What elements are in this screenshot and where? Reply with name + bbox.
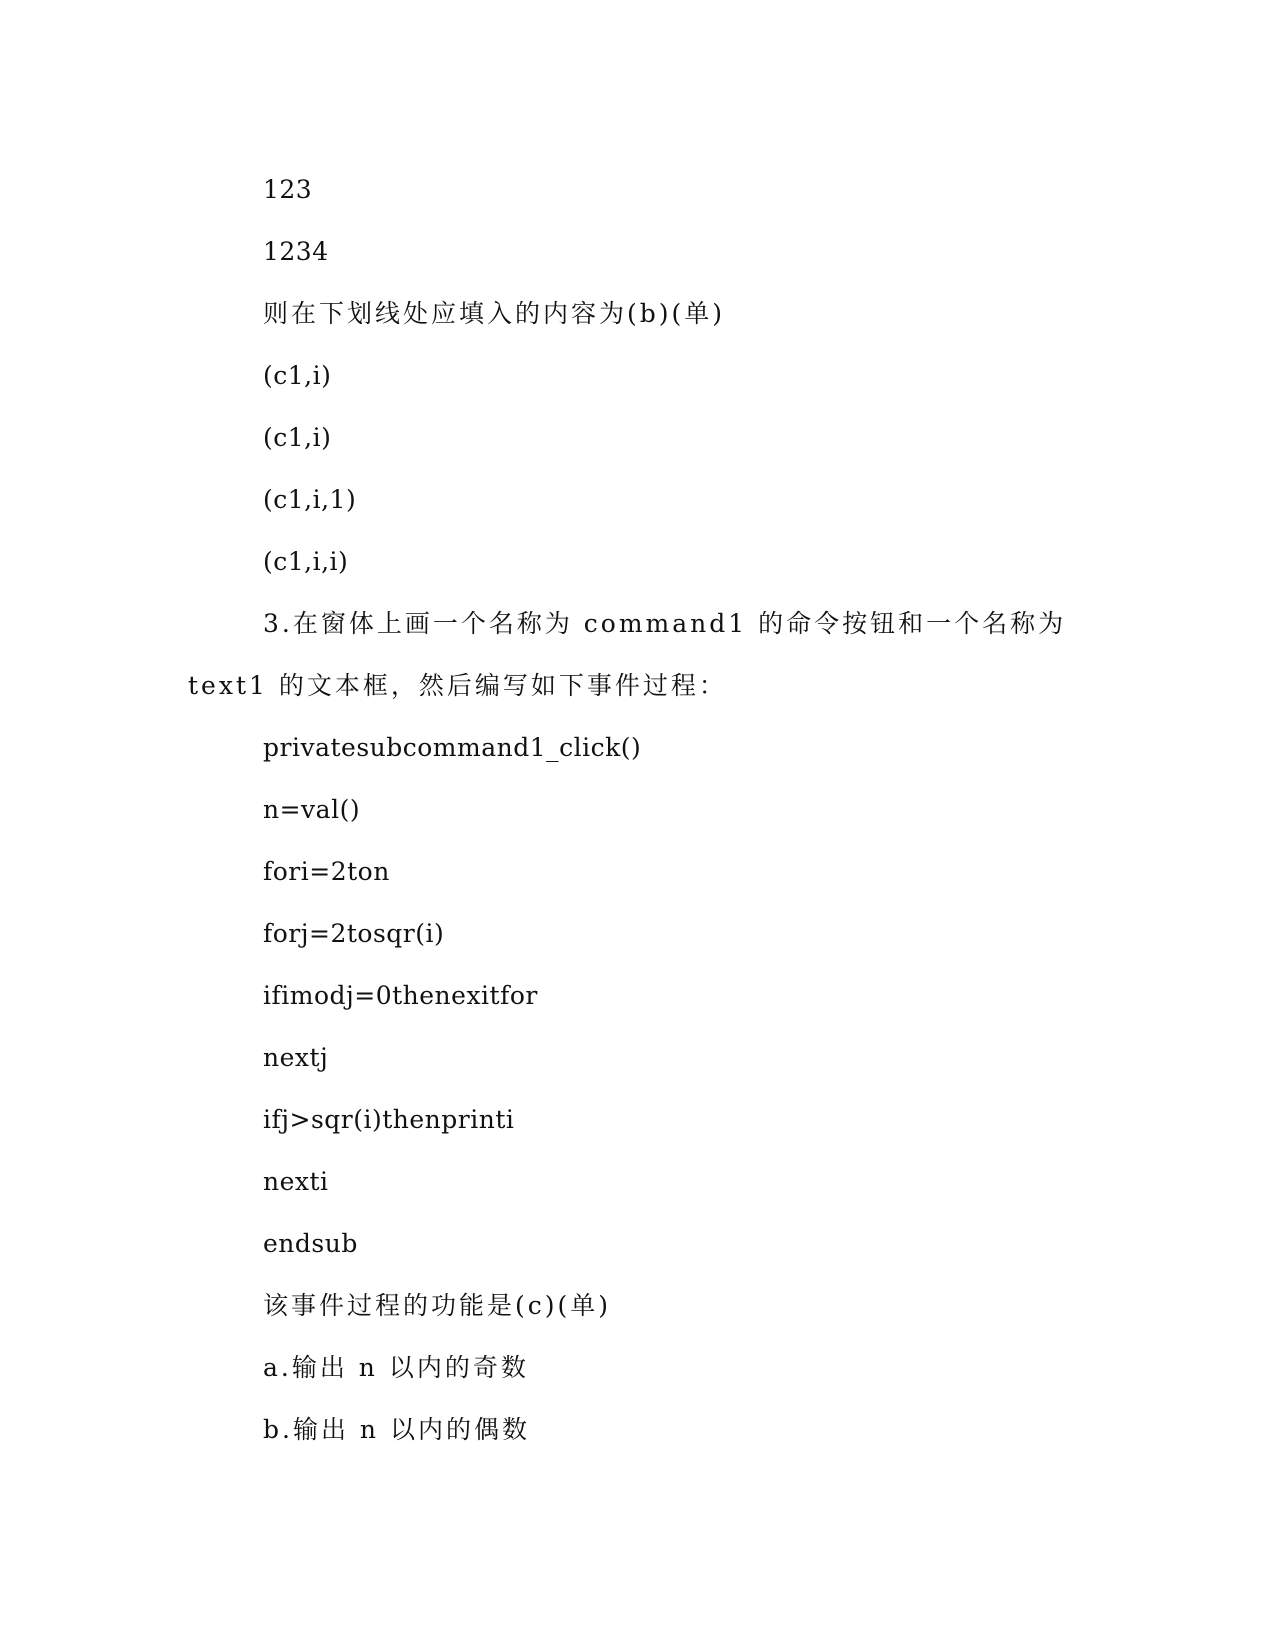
code-line-1: privatesubcommand1_click() <box>263 733 642 762</box>
question-prompt-b: 则在下划线处应填入的内容为(b)(单) <box>263 299 726 328</box>
code-line-2: n=val() <box>263 795 361 824</box>
code-line-8: nexti <box>263 1167 329 1196</box>
code-line-7: ifj>sqr(i)thenprinti <box>263 1105 515 1134</box>
option-line-4: (c1,i,i) <box>263 547 349 576</box>
answer-option-b: b.输出 n 以内的偶数 <box>263 1415 530 1444</box>
question-3-line-1: 3.在窗体上画一个名称为 command1 的命令按钮和一个名称为 <box>263 609 1067 638</box>
text-line-2: 1234 <box>263 237 329 266</box>
question-3-line-2: text1 的文本框，然后编写如下事件过程： <box>188 671 727 700</box>
option-line-3: (c1,i,1) <box>263 485 357 514</box>
option-line-2: (c1,i) <box>263 423 332 452</box>
code-line-4: forj=2tosqr(i) <box>263 919 445 948</box>
answer-option-a: a.输出 n 以内的奇数 <box>263 1353 529 1382</box>
code-line-3: fori=2ton <box>263 857 390 886</box>
code-line-9: endsub <box>263 1229 358 1258</box>
code-line-6: nextj <box>263 1043 329 1072</box>
code-line-5: ifimodj=0thenexitfor <box>263 981 538 1010</box>
option-line-1: (c1,i) <box>263 361 332 390</box>
text-line-1: 123 <box>263 175 313 204</box>
question-prompt-c: 该事件过程的功能是(c)(单) <box>263 1291 612 1320</box>
